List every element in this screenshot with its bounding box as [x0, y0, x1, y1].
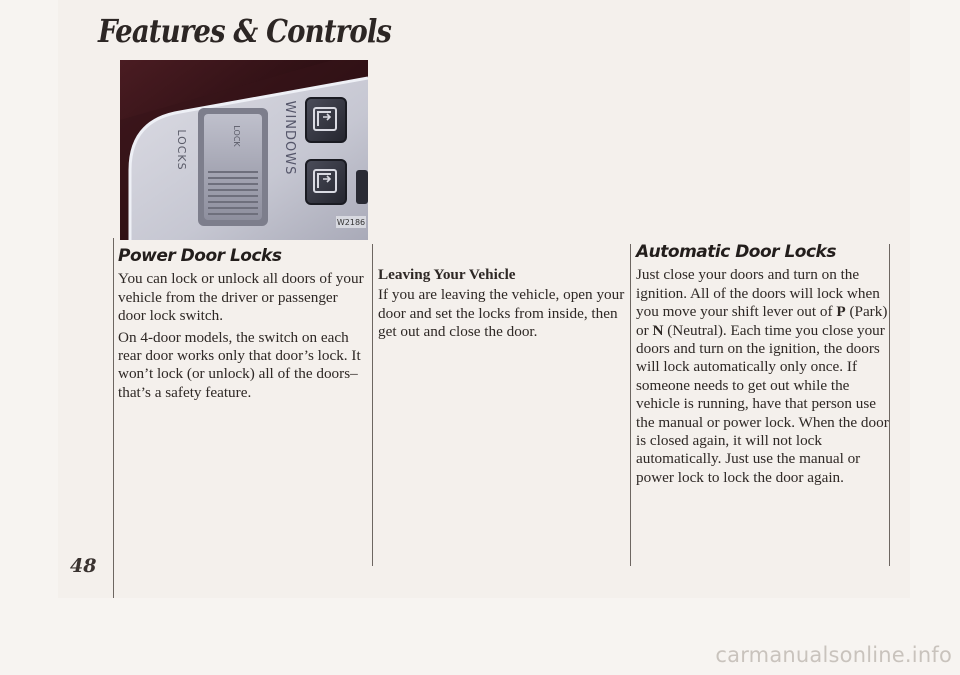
automatic-door-locks-heading: Automatic Door Locks	[636, 242, 836, 262]
power-door-locks-heading: Power Door Locks	[118, 246, 282, 266]
photo-label-lock-small: LOCK	[232, 125, 241, 147]
text-run: (Park) or	[636, 303, 888, 339]
column-rule-1	[372, 244, 373, 566]
door-switch-photo	[120, 60, 368, 240]
leaving-vehicle-subheading: Leaving Your Vehicle	[378, 266, 516, 283]
photo-label-locks: LOCKS	[175, 129, 188, 171]
paragraph: You can lock or unlock all doors of your vehicle from the driver or passenger door lock switch.	[118, 270, 364, 325]
paragraph	[636, 266, 890, 487]
park-key: P	[836, 303, 846, 321]
text-run: (Neutral). Each time you close your doors and turn on the ignition, the doors will lock automatically only once. If someone needs to get out while the vehicle is running, have that person use the manual or power lock. When the door is closed again, it will not lock automatically. Just use the manual or power lock to lock the door again.	[636, 321, 889, 486]
margin-rule	[113, 238, 114, 598]
middle-column	[378, 266, 628, 345]
right-column	[636, 243, 890, 490]
section-title: Features & Controls	[98, 12, 392, 50]
paragraph: On 4-door models, the switch on each rear door works only that door’s lock. It won’t lock (or unlock) all of the doors–that’s a safety feature.	[118, 328, 361, 401]
photo-label-windows: WINDOWS	[282, 100, 297, 176]
page-number: 48	[70, 555, 97, 577]
paragraph: If you are leaving the vehicle, open your door and set the locks from inside, then get out and close the door.	[378, 286, 625, 341]
column-rule-2	[630, 244, 631, 566]
neutral-key: N	[652, 321, 664, 339]
photo-code: W2186	[336, 218, 366, 227]
watermark: carmanualsonline.info	[715, 643, 952, 667]
text-run: Just close your doors and turn on the ignition. All of the doors will lock when you move your shift lever out of	[636, 266, 880, 321]
left-column	[118, 247, 368, 405]
